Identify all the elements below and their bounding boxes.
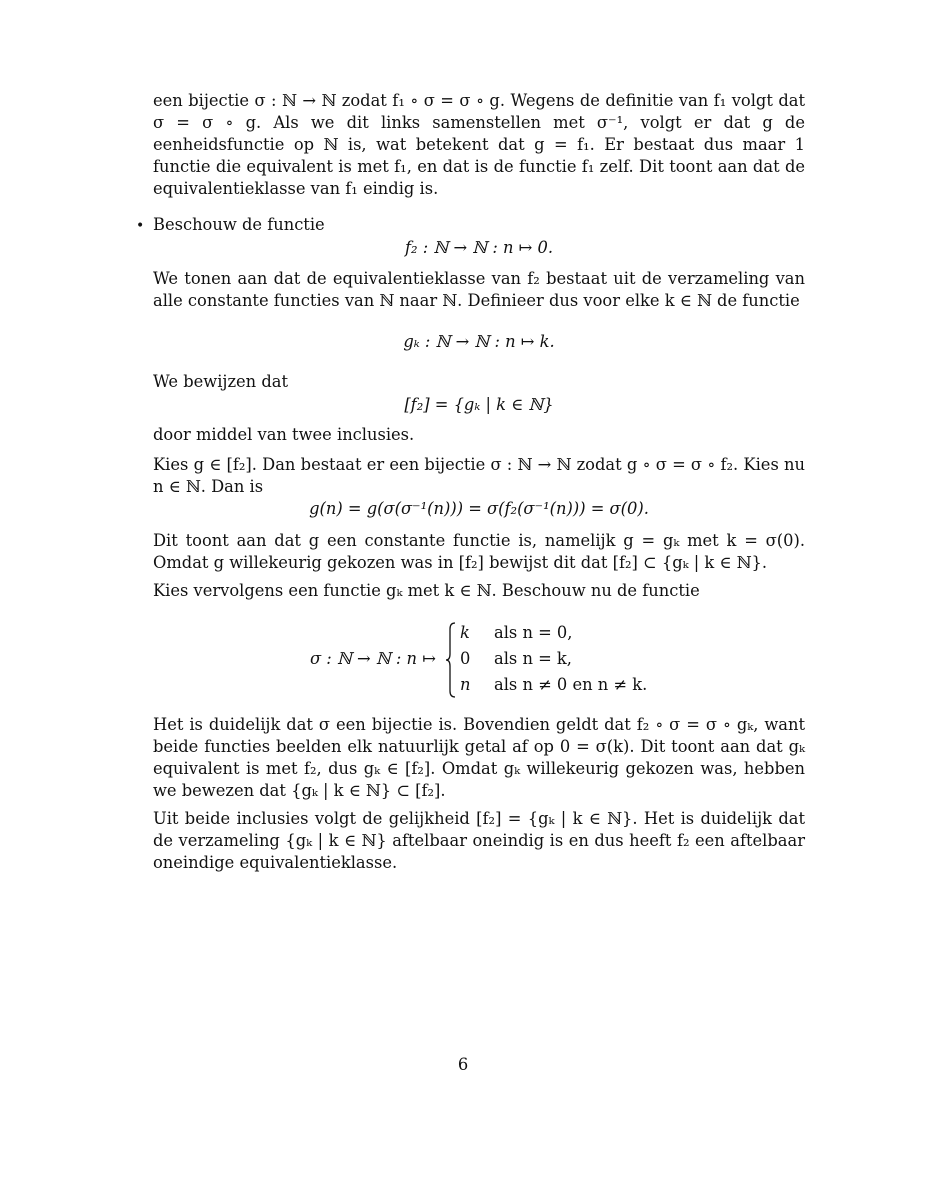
bullet-marker: • <box>136 218 145 234</box>
piecewise-sigma-definition <box>310 618 670 698</box>
equation-gk: gₖ : ℕ → ℕ : n ↦ k. <box>403 332 555 351</box>
paragraph-constant-functions: We tonen aan dat de equivalentieklasse van f₂ bestaat uit de verzameling van alle constante functies van ℕ naar ℕ. Definieer dus voor elke k ∈ ℕ de functie <box>153 269 805 310</box>
paragraph-we-bewijzen: We bewijzen dat <box>153 372 289 391</box>
paragraph-first-inclusion-conclusion: Dit toont aan dat g een constante functie is, namelijk g = gₖ met k = σ(0). Omdat g willekeurig gekozen was in [f₂] bewijst dit dat [f₂] ⊂ {gₖ | k ∈ ℕ}. <box>153 531 805 572</box>
paragraph-second-inclusion: Kies vervolgens een functie gₖ met k ∈ ℕ. Beschouw nu de functie <box>153 581 700 600</box>
paragraph-intro: een bijectie σ : ℕ → ℕ zodat f₁ ∘ σ = σ ∘ g. Wegens de definitie van f₁ volgt dat σ = σ ∘ g. Als we dit links samenstellen met σ⁻¹, volgt er dat g de eenheidsfunctie op ℕ is, wat betekent dat g = f₁. Er bestaat dus maar 1 functie die equivalent is met f₁, en dat is de functie f₁ zelf. Dit toont aan dat de equivalentieklasse van f₁ eindig is. <box>153 91 805 198</box>
piecewise-row <box>460 674 647 696</box>
paragraph-sigma-bijection: Het is duidelijk dat σ een bijectie is. Bovendien geldt dat f₂ ∘ σ = σ ∘ gₖ, want beide functies beelden elk natuurlijk getal af op 0 = σ(k). Dit toont aan dat gₖ equivalent is met f₂, dus gₖ ∈ [f₂]. Omdat gₖ willekeurig gekozen was, hebben we bewezen dat {gₖ | k ∈ ℕ} ⊂ [f₂]. <box>153 715 805 800</box>
page-number: 6 <box>457 1055 469 1074</box>
paragraph-two-inclusions: door middel van twee inclusies. <box>153 425 415 444</box>
piecewise-condition: als n ≠ 0 en n ≠ k. <box>494 675 648 694</box>
left-brace-icon <box>446 622 456 698</box>
piecewise-row <box>460 648 572 670</box>
piecewise-value: k <box>460 623 470 642</box>
piecewise-lhs: σ : ℕ → ℕ : n ↦ <box>310 649 436 668</box>
equation-f2: f₂ : ℕ → ℕ : n ↦ 0. <box>405 238 553 257</box>
piecewise-value: 0 <box>460 649 471 668</box>
paragraph-first-inclusion: Kies g ∈ [f₂]. Dan bestaat er een bijectie σ : ℕ → ℕ zodat g ∘ σ = σ ∘ f₂. Kies nu n ∈ ℕ. Dan is <box>153 455 805 496</box>
bullet-intro-text: Beschouw de functie <box>153 215 325 234</box>
equation-g-of-n: g(n) = g(σ(σ⁻¹(n))) = σ(f₂(σ⁻¹(n))) = σ(0). <box>309 499 649 518</box>
piecewise-row <box>460 622 572 644</box>
equation-class-f2: [f₂] = {gₖ | k ∈ ℕ} <box>404 395 554 414</box>
piecewise-value: n <box>460 675 471 694</box>
piecewise-condition: als n = k, <box>494 649 572 668</box>
paragraph-conclusion: Uit beide inclusies volgt de gelijkheid [f₂] = {gₖ | k ∈ ℕ}. Het is duidelijk dat de verzameling {gₖ | k ∈ ℕ} aftelbaar oneindig is en dus heeft f₂ een aftelbaar oneindige equivalentieklasse. <box>153 809 805 872</box>
piecewise-condition: als n = 0, <box>494 623 573 642</box>
